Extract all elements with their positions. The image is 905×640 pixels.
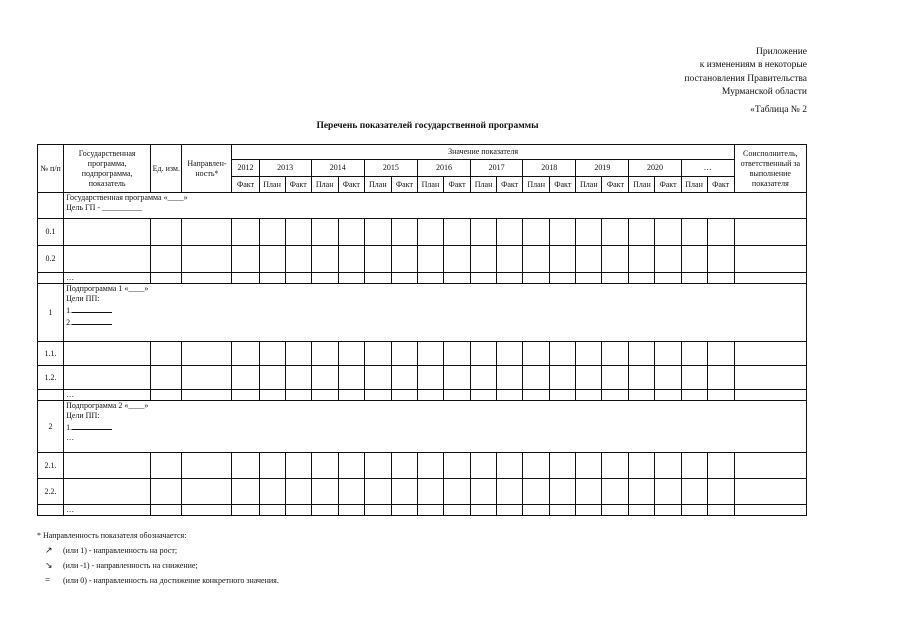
table-cell bbox=[338, 219, 364, 246]
table-cell bbox=[285, 246, 311, 273]
table-cell bbox=[443, 246, 470, 273]
table-cell bbox=[311, 366, 338, 390]
table-cell bbox=[443, 453, 470, 479]
plan-header: План bbox=[576, 177, 602, 193]
table-cell bbox=[259, 453, 285, 479]
footnote-item bbox=[37, 573, 279, 588]
fact-header: Факт bbox=[497, 177, 523, 193]
table-cell bbox=[391, 366, 417, 390]
footnote-text: (или 1) - направленность на рост; bbox=[63, 546, 178, 555]
table-cell bbox=[497, 479, 523, 505]
table-cell bbox=[576, 453, 602, 479]
table-cell bbox=[285, 479, 311, 505]
footnote-title: * Направленность показателя обозначается: bbox=[37, 531, 187, 540]
table-cell bbox=[602, 273, 629, 284]
plan-header: План bbox=[681, 177, 707, 193]
table-cell bbox=[655, 246, 681, 273]
blank-line bbox=[72, 316, 112, 325]
state-program-title: Государственная программа «____» bbox=[66, 193, 188, 202]
table-cell bbox=[417, 479, 443, 505]
table-row bbox=[38, 342, 807, 366]
table-cell bbox=[311, 246, 338, 273]
table-cell bbox=[602, 505, 629, 516]
table-cell bbox=[443, 219, 470, 246]
ellipsis-cell: … bbox=[64, 273, 151, 284]
table-cell bbox=[443, 342, 470, 366]
document-title: Перечень показателей государственной программы bbox=[316, 121, 539, 131]
indicators-table bbox=[37, 144, 807, 516]
table-cell bbox=[64, 219, 151, 246]
table-cell bbox=[311, 390, 338, 401]
table-cell bbox=[655, 273, 681, 284]
table-cell bbox=[417, 273, 443, 284]
table-cell bbox=[576, 342, 602, 366]
table-cell bbox=[523, 390, 550, 401]
table-cell bbox=[681, 453, 707, 479]
table-cell bbox=[629, 479, 655, 505]
table-cell bbox=[232, 219, 259, 246]
table-cell bbox=[391, 246, 417, 273]
year-header: 2016 bbox=[417, 160, 470, 177]
table-cell bbox=[182, 219, 232, 246]
table-cell bbox=[338, 453, 364, 479]
table-cell bbox=[443, 390, 470, 401]
table-cell bbox=[443, 479, 470, 505]
table-cell bbox=[655, 342, 681, 366]
table-cell bbox=[259, 366, 285, 390]
table-row bbox=[38, 390, 807, 401]
fact-header: Факт bbox=[602, 177, 629, 193]
table-cell bbox=[681, 479, 707, 505]
blank-line bbox=[72, 304, 112, 313]
table-cell bbox=[338, 273, 364, 284]
year-header: … bbox=[681, 160, 734, 177]
plan-header: План bbox=[364, 177, 391, 193]
header-coexecutor: Соисполнитель, ответственный за выполнение показателя bbox=[734, 145, 806, 193]
header-no: № п/п bbox=[38, 145, 64, 193]
table-cell bbox=[417, 219, 443, 246]
table-row bbox=[38, 505, 807, 516]
table-cell bbox=[602, 479, 629, 505]
table-cell bbox=[285, 366, 311, 390]
table-cell bbox=[364, 453, 391, 479]
table-cell bbox=[681, 246, 707, 273]
table-cell bbox=[550, 366, 576, 390]
year-header: 2014 bbox=[311, 160, 364, 177]
table-cell bbox=[311, 479, 338, 505]
table-cell bbox=[285, 453, 311, 479]
table-cell bbox=[64, 246, 151, 273]
table-cell bbox=[338, 366, 364, 390]
header-values: Значение показателя bbox=[232, 145, 734, 160]
table-cell bbox=[629, 505, 655, 516]
table-cell bbox=[629, 366, 655, 390]
table-cell bbox=[151, 390, 182, 401]
table-cell bbox=[364, 273, 391, 284]
table-cell bbox=[417, 246, 443, 273]
table-cell bbox=[497, 219, 523, 246]
table-row bbox=[38, 479, 807, 505]
table-cell bbox=[64, 453, 151, 479]
header-program: Государственная программа, подпрограмма, показатель bbox=[64, 145, 151, 193]
subprogram-2-goal-1: 1. bbox=[66, 423, 73, 432]
table-cell bbox=[232, 479, 259, 505]
plan-header: План bbox=[417, 177, 443, 193]
table-cell bbox=[471, 246, 497, 273]
table-cell bbox=[707, 479, 734, 505]
table-cell bbox=[523, 219, 550, 246]
row-number: 2.2. bbox=[38, 479, 64, 505]
table-cell bbox=[734, 505, 806, 516]
table-cell bbox=[182, 246, 232, 273]
table-cell bbox=[151, 273, 182, 284]
table-cell bbox=[523, 479, 550, 505]
table-cell bbox=[602, 390, 629, 401]
table-cell bbox=[232, 342, 259, 366]
table-cell bbox=[417, 390, 443, 401]
table-cell bbox=[707, 342, 734, 366]
subprogram-2-number: 2 bbox=[38, 401, 64, 453]
table-cell bbox=[391, 390, 417, 401]
year-header: 2013 bbox=[259, 160, 311, 177]
fact-header: Факт bbox=[655, 177, 681, 193]
table-cell bbox=[285, 273, 311, 284]
table-cell bbox=[443, 273, 470, 284]
row-number: 0.2 bbox=[38, 246, 64, 273]
table-cell bbox=[550, 342, 576, 366]
table-cell bbox=[417, 342, 443, 366]
table-cell bbox=[497, 453, 523, 479]
fact-header: Факт bbox=[285, 177, 311, 193]
table-cell bbox=[417, 453, 443, 479]
table-cell bbox=[182, 273, 232, 284]
table-cell bbox=[602, 246, 629, 273]
fact-header: Факт bbox=[391, 177, 417, 193]
state-program-section bbox=[64, 193, 807, 219]
table-cell bbox=[232, 366, 259, 390]
table-cell bbox=[707, 366, 734, 390]
table-cell bbox=[259, 246, 285, 273]
table-cell bbox=[576, 219, 602, 246]
table-cell bbox=[182, 342, 232, 366]
table-row bbox=[38, 273, 807, 284]
table-cell bbox=[232, 273, 259, 284]
table-cell bbox=[471, 366, 497, 390]
fact-header: Факт bbox=[550, 177, 576, 193]
table-cell bbox=[417, 505, 443, 516]
table-cell bbox=[629, 453, 655, 479]
table-cell bbox=[734, 453, 806, 479]
table-cell bbox=[602, 219, 629, 246]
table-cell bbox=[259, 273, 285, 284]
table-cell bbox=[285, 390, 311, 401]
table-cell bbox=[497, 273, 523, 284]
table-cell bbox=[602, 366, 629, 390]
table-cell bbox=[707, 273, 734, 284]
row-number: 1.2. bbox=[38, 366, 64, 390]
table-cell bbox=[259, 342, 285, 366]
appendix-header bbox=[684, 46, 807, 100]
table-cell bbox=[391, 273, 417, 284]
table-cell bbox=[151, 453, 182, 479]
table-cell bbox=[259, 479, 285, 505]
table-cell bbox=[338, 390, 364, 401]
table-cell bbox=[259, 505, 285, 516]
table-cell bbox=[576, 505, 602, 516]
table-cell bbox=[182, 366, 232, 390]
table-number: «Таблица № 2 bbox=[750, 105, 807, 115]
fact-header: Факт bbox=[338, 177, 364, 193]
table-cell bbox=[734, 273, 806, 284]
table-cell bbox=[681, 366, 707, 390]
appendix-line: Мурманской области bbox=[721, 87, 807, 98]
table-cell bbox=[655, 219, 681, 246]
table-cell bbox=[523, 246, 550, 273]
table-cell bbox=[364, 342, 391, 366]
appendix-line: постановления Правительства bbox=[684, 73, 807, 84]
year-header: 2019 bbox=[576, 160, 629, 177]
table-cell bbox=[550, 453, 576, 479]
table-cell bbox=[707, 246, 734, 273]
table-cell bbox=[151, 366, 182, 390]
subprogram-1-goal-2: 2. bbox=[66, 318, 73, 327]
subprogram-1-goals-label: Цели ПП: bbox=[66, 294, 100, 303]
table-cell bbox=[471, 479, 497, 505]
plan-header: План bbox=[523, 177, 550, 193]
table-cell bbox=[232, 246, 259, 273]
table-cell bbox=[182, 390, 232, 401]
table-cell bbox=[655, 479, 681, 505]
table-cell bbox=[629, 390, 655, 401]
arrow-up-icon: ↗ bbox=[45, 545, 53, 555]
table-cell bbox=[364, 246, 391, 273]
table-cell bbox=[734, 390, 806, 401]
ellipsis-cell: … bbox=[64, 390, 151, 401]
fact-header: Факт bbox=[443, 177, 470, 193]
table-cell bbox=[576, 273, 602, 284]
table-cell bbox=[550, 390, 576, 401]
table-cell bbox=[550, 273, 576, 284]
table-cell bbox=[443, 366, 470, 390]
table-cell bbox=[602, 342, 629, 366]
table-cell bbox=[681, 390, 707, 401]
table-cell bbox=[471, 453, 497, 479]
table-cell bbox=[311, 505, 338, 516]
table-cell bbox=[259, 390, 285, 401]
subprogram-2-title: Подпрограмма 2 «____» bbox=[66, 401, 149, 410]
table-cell bbox=[338, 246, 364, 273]
plan-header: План bbox=[629, 177, 655, 193]
table-cell bbox=[576, 479, 602, 505]
table-cell bbox=[38, 390, 64, 401]
state-program-goal: Цель ГП - __________ bbox=[66, 203, 143, 212]
row-number: 2.1. bbox=[38, 453, 64, 479]
header-unit: Ед. изм. bbox=[151, 145, 182, 193]
table-cell bbox=[471, 505, 497, 516]
table-row bbox=[38, 219, 807, 246]
subprogram-1-title: Подпрограмма 1 «____» bbox=[66, 284, 149, 293]
table-cell bbox=[232, 453, 259, 479]
table-cell bbox=[707, 505, 734, 516]
table-cell bbox=[734, 246, 806, 273]
table-cell bbox=[232, 505, 259, 516]
table-cell bbox=[391, 342, 417, 366]
table-cell bbox=[602, 453, 629, 479]
table-cell bbox=[338, 479, 364, 505]
table-cell bbox=[391, 453, 417, 479]
plan-header: План bbox=[311, 177, 338, 193]
subprogram-2-ellipsis: … bbox=[66, 433, 75, 442]
table-cell bbox=[655, 390, 681, 401]
table-cell bbox=[471, 219, 497, 246]
table-cell bbox=[259, 219, 285, 246]
year-header: 2017 bbox=[471, 160, 523, 177]
year-2012: 2012 bbox=[232, 160, 259, 177]
blank-line bbox=[72, 421, 112, 430]
table-cell bbox=[681, 273, 707, 284]
table-cell bbox=[576, 390, 602, 401]
table-cell bbox=[391, 219, 417, 246]
table-cell bbox=[285, 342, 311, 366]
table-cell bbox=[523, 505, 550, 516]
plan-header: План bbox=[259, 177, 285, 193]
table-cell bbox=[64, 479, 151, 505]
plan-header: План bbox=[471, 177, 497, 193]
appendix-line: Приложение bbox=[756, 47, 807, 57]
table-cell bbox=[338, 505, 364, 516]
table-cell bbox=[471, 342, 497, 366]
table-cell bbox=[734, 366, 806, 390]
table-cell bbox=[311, 219, 338, 246]
table-cell bbox=[523, 342, 550, 366]
table-row bbox=[38, 453, 807, 479]
subprogram-1-section bbox=[64, 284, 807, 342]
table-cell bbox=[364, 366, 391, 390]
table-cell bbox=[38, 505, 64, 516]
table-cell bbox=[497, 246, 523, 273]
table-cell bbox=[629, 342, 655, 366]
row-number: 1.1. bbox=[38, 342, 64, 366]
table-cell bbox=[232, 390, 259, 401]
year-header: 2020 bbox=[629, 160, 681, 177]
table-cell bbox=[151, 219, 182, 246]
table-cell bbox=[707, 390, 734, 401]
table-cell bbox=[64, 342, 151, 366]
table-cell bbox=[550, 479, 576, 505]
footnote-text: (или -1) - направленность на снижение; bbox=[63, 561, 198, 570]
table-cell bbox=[523, 273, 550, 284]
table-cell bbox=[338, 342, 364, 366]
table-cell bbox=[364, 219, 391, 246]
table-cell bbox=[391, 479, 417, 505]
cell bbox=[38, 193, 64, 219]
table-row bbox=[38, 366, 807, 390]
table-cell bbox=[182, 453, 232, 479]
table-cell bbox=[681, 505, 707, 516]
table-cell bbox=[550, 219, 576, 246]
table-cell bbox=[364, 505, 391, 516]
table-row bbox=[38, 246, 807, 273]
table-cell bbox=[285, 505, 311, 516]
table-cell bbox=[151, 505, 182, 516]
table-cell bbox=[681, 342, 707, 366]
table-cell bbox=[182, 505, 232, 516]
footnote-text: (или 0) - направленность на достижение конкретного значения. bbox=[63, 576, 279, 585]
table-cell bbox=[364, 479, 391, 505]
subprogram-1-number: 1 bbox=[38, 284, 64, 342]
table-cell bbox=[497, 366, 523, 390]
table-cell bbox=[182, 479, 232, 505]
table-cell bbox=[523, 453, 550, 479]
table-cell bbox=[681, 219, 707, 246]
table-cell bbox=[523, 366, 550, 390]
table-cell bbox=[311, 342, 338, 366]
table-cell bbox=[655, 453, 681, 479]
table-cell bbox=[734, 219, 806, 246]
table-cell bbox=[707, 453, 734, 479]
year-header: 2018 bbox=[523, 160, 576, 177]
table-cell bbox=[550, 505, 576, 516]
footnote bbox=[37, 528, 279, 588]
table-cell bbox=[443, 505, 470, 516]
table-cell bbox=[311, 273, 338, 284]
year-header: 2015 bbox=[364, 160, 417, 177]
row-number: 0.1 bbox=[38, 219, 64, 246]
table-cell bbox=[734, 479, 806, 505]
table-cell bbox=[391, 505, 417, 516]
table-cell bbox=[629, 246, 655, 273]
table-cell bbox=[734, 342, 806, 366]
table-cell bbox=[550, 246, 576, 273]
arrow-down-icon: ↘ bbox=[45, 560, 53, 570]
table-cell bbox=[497, 505, 523, 516]
fact-header: Факт bbox=[707, 177, 734, 193]
table-cell bbox=[151, 246, 182, 273]
table-cell bbox=[285, 219, 311, 246]
table-cell bbox=[707, 219, 734, 246]
table-cell bbox=[629, 273, 655, 284]
header-direction: Направлен-ность* bbox=[182, 145, 232, 193]
table-cell bbox=[497, 342, 523, 366]
table-cell bbox=[655, 505, 681, 516]
footnote-item bbox=[37, 558, 279, 573]
table-cell bbox=[471, 390, 497, 401]
equals-icon: = bbox=[45, 575, 51, 585]
table-cell bbox=[629, 219, 655, 246]
table-cell bbox=[471, 273, 497, 284]
footnote-item bbox=[37, 543, 279, 558]
table-cell bbox=[151, 342, 182, 366]
ellipsis-cell: … bbox=[64, 505, 151, 516]
fact-header: Факт bbox=[232, 177, 259, 193]
appendix-line: к изменениям в некоторые bbox=[699, 60, 807, 71]
subprogram-1-goal-1: 1. bbox=[66, 306, 73, 315]
table-cell bbox=[64, 366, 151, 390]
table-cell bbox=[655, 366, 681, 390]
subprogram-2-section bbox=[64, 401, 807, 453]
table-cell bbox=[311, 453, 338, 479]
table-cell bbox=[38, 273, 64, 284]
table-cell bbox=[497, 390, 523, 401]
table-cell bbox=[576, 366, 602, 390]
table-cell bbox=[576, 246, 602, 273]
subprogram-2-goals-label: Цели ПП: bbox=[66, 411, 100, 420]
table-cell bbox=[151, 479, 182, 505]
table-cell bbox=[364, 390, 391, 401]
table-cell bbox=[417, 366, 443, 390]
